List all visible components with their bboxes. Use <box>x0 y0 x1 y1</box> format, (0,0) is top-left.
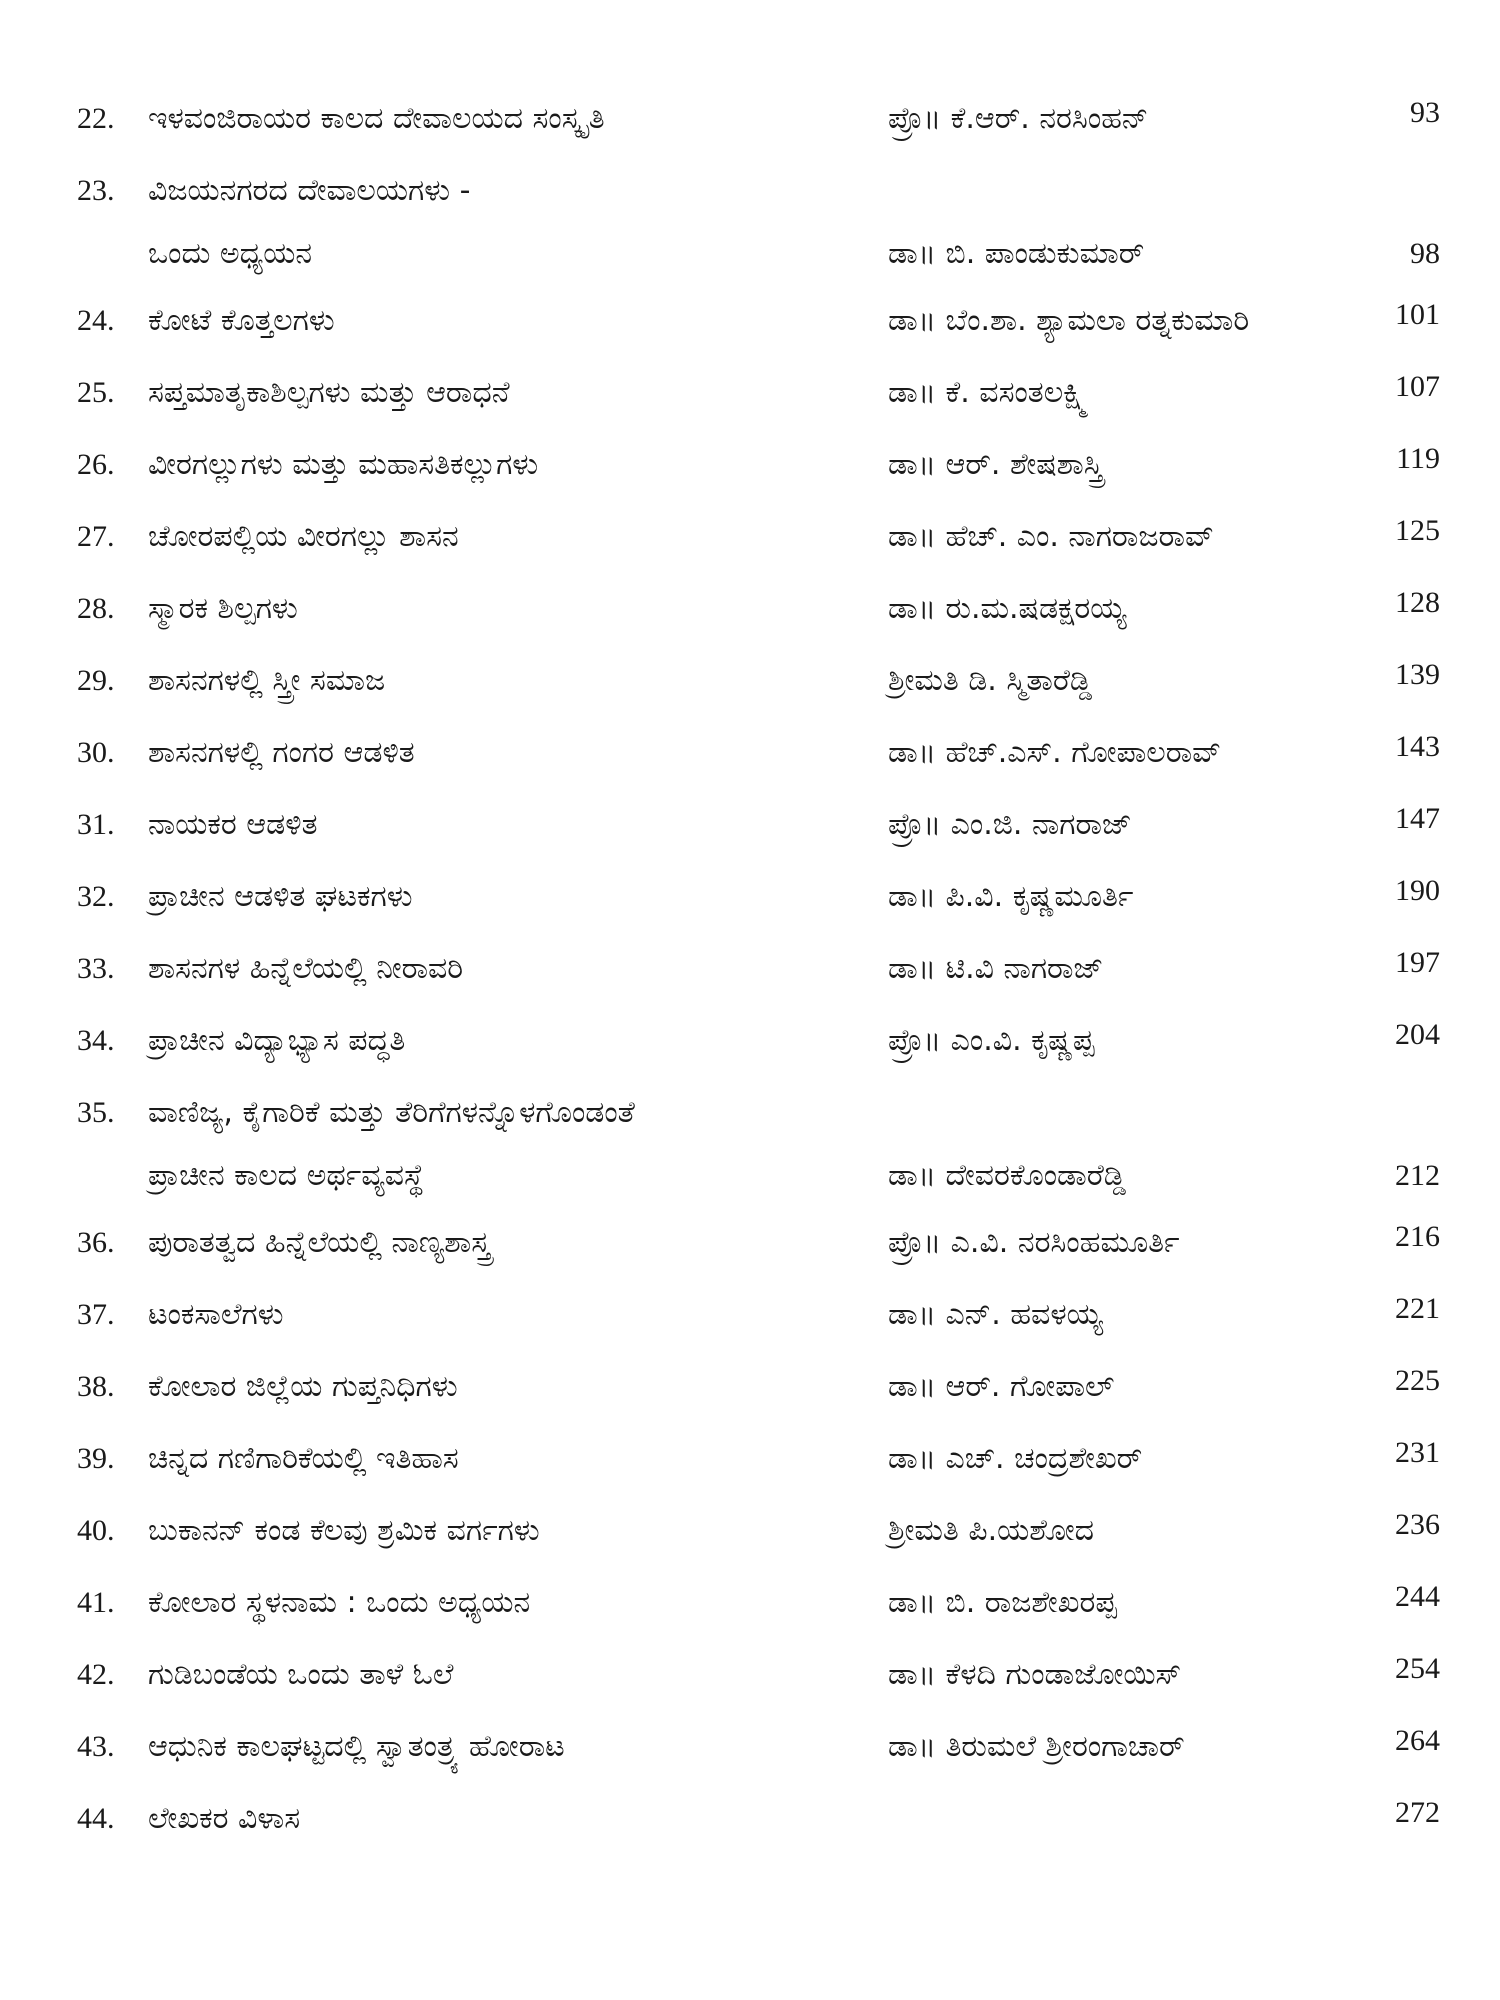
entry-title-line: ವೀರಗಲ್ಲುಗಳು ಮತ್ತು ಮಹಾಸತಿಕಲ್ಲುಗಳು <box>148 447 539 482</box>
entry-author: ಡಾ॥ ಪಿ.ವಿ. ಕೃಷ್ಣಮೂರ್ತಿ <box>888 879 1134 914</box>
entry-title <box>148 436 868 499</box>
toc-entry <box>0 796 1500 868</box>
toc-entry <box>0 436 1500 508</box>
entry-author: ಡಾ॥ ತಿರುಮಲೆ ಶ್ರೀರಂಗಾಚಾರ್ <box>888 1729 1185 1764</box>
entry-page-number: 107 <box>1395 370 1440 403</box>
entry-title-line: ಶಾಸನಗಳಲ್ಲಿ ಸ್ತ್ರೀ ಸಮಾಜ <box>148 663 386 698</box>
entry-page-number: 147 <box>1395 802 1440 835</box>
entry-page-number: 225 <box>1395 1364 1440 1397</box>
entry-author: ಶ್ರೀಮತಿ ಪಿ.ಯಶೋದ <box>888 1513 1095 1548</box>
entry-title-line: ಪುರಾತತ್ವದ ಹಿನ್ನೆಲೆಯಲ್ಲಿ ನಾಣ್ಯಶಾಸ್ತ್ರ <box>148 1225 491 1260</box>
entry-author: ಡಾ॥ ಆರ್. ಗೋಪಾಲ್ <box>888 1369 1115 1404</box>
toc-entry <box>0 1430 1500 1502</box>
toc-entry <box>0 508 1500 580</box>
entry-title-line: ಪ್ರಾಚೀನ ಕಾಲದ ಅರ್ಥವ್ಯವಸ್ಥೆ <box>148 1158 425 1193</box>
entry-title <box>148 796 868 859</box>
entry-title-line: ಪ್ರಾಚೀನ ವಿದ್ಯಾಭ್ಯಾಸ ಪದ್ಧತಿ <box>148 1023 406 1058</box>
entry-title-line: ಶಾಸನಗಳಲ್ಲಿ ಗಂಗರ ಆಡಳಿತ <box>148 735 415 770</box>
entry-title <box>148 1790 868 1853</box>
entry-page-number: 216 <box>1395 1220 1440 1253</box>
toc-entry <box>0 292 1500 364</box>
entry-title <box>148 162 868 288</box>
entry-title <box>148 940 868 1003</box>
entry-number: 36. <box>77 1226 115 1259</box>
entry-author: ಡಾ॥ ಬಿ. ರಾಜಶೇಖರಪ್ಪ <box>888 1585 1117 1620</box>
entry-title-line: ಕೋಲಾರ ಜಿಲ್ಲೆಯ ಗುಪ್ತನಿಧಿಗಳು <box>148 1369 458 1404</box>
toc-entry <box>0 724 1500 796</box>
entry-title <box>148 1012 868 1075</box>
entry-title-line: ಚೋರಪಲ್ಲಿಯ ವೀರಗಲ್ಲು ಶಾಸನ <box>148 519 459 554</box>
entry-author: ಡಾ॥ ಎನ್. ಹವಳಯ್ಯ <box>888 1297 1103 1332</box>
entry-number: 40. <box>77 1514 115 1547</box>
entry-title-line: ನಾಯಕರ ಆಡಳಿತ <box>148 807 318 842</box>
entry-title <box>148 868 868 931</box>
entry-title <box>148 1214 868 1277</box>
entry-title <box>148 364 868 427</box>
entry-page-number: 264 <box>1395 1724 1440 1757</box>
entry-number: 30. <box>77 736 115 769</box>
entry-author: ಡಾ॥ ರು.ಮ.ಷಡಕ್ಷರಯ್ಯ <box>888 591 1127 626</box>
entry-title <box>148 724 868 787</box>
entry-author: ಡಾ॥ ಹೆಚ್. ಎಂ. ನಾಗರಾಜರಾವ್ <box>888 519 1214 554</box>
entry-number: 24. <box>77 304 115 337</box>
entry-title-line: ಶಾಸನಗಳ ಹಿನ್ನೆಲೆಯಲ್ಲಿ ನೀರಾವರಿ <box>148 951 464 986</box>
entry-page-number: 272 <box>1395 1796 1440 1829</box>
toc-entry <box>0 1214 1500 1286</box>
entry-page-number: 139 <box>1395 658 1440 691</box>
entry-author: ಪ್ರೊ॥ ಎಂ.ಜಿ. ನಾಗರಾಜ್ <box>888 807 1132 842</box>
entry-title-line: ಪ್ರಾಚೀನ ಆಡಳಿತ ಘಟಕಗಳು <box>148 879 413 914</box>
entry-number: 35. <box>77 1096 115 1129</box>
entry-title-line: ವಾಣಿಜ್ಯ, ಕೈಗಾರಿಕೆ ಮತ್ತು ತೆರಿಗೆಗಳನ್ನೊಳಗೊಂಡಂತೆ <box>148 1095 635 1130</box>
entry-number: 31. <box>77 808 115 841</box>
entry-number: 38. <box>77 1370 115 1403</box>
toc-entry <box>0 1790 1500 1862</box>
entry-title-line: ಆಧುನಿಕ ಕಾಲಘಟ್ಟದಲ್ಲಿ ಸ್ವಾತಂತ್ರ್ಯ ಹೋರಾಟ <box>148 1729 565 1764</box>
entry-number: 37. <box>77 1298 115 1331</box>
entry-number: 29. <box>77 664 115 697</box>
entry-title <box>148 1646 868 1709</box>
toc-entry <box>0 580 1500 652</box>
entry-author: ಪ್ರೊ॥ ಕೆ.ಆರ್. ನರಸಿಂಹನ್ <box>888 101 1149 136</box>
entry-title <box>148 1574 868 1637</box>
entry-title-line: ಇಳವಂಜಿರಾಯರ ಕಾಲದ ದೇವಾಲಯದ ಸಂಸ್ಕೃತಿ <box>148 101 605 136</box>
entry-number: 27. <box>77 520 115 553</box>
entry-title <box>148 652 868 715</box>
entry-page-number: 143 <box>1395 730 1440 763</box>
entry-page-number: 125 <box>1395 514 1440 547</box>
toc-entry <box>0 868 1500 940</box>
entry-title <box>148 580 868 643</box>
entry-title-line: ಒಂದು ಅಧ್ಯಯನ <box>148 236 313 271</box>
entry-author: ಡಾ॥ ಕೆಳದಿ ಗುಂಡಾಜೋಯಿಸ್ <box>888 1657 1182 1692</box>
entry-number: 26. <box>77 448 115 481</box>
entry-title <box>148 508 868 571</box>
toc-entry <box>0 1718 1500 1790</box>
entry-title-line: ಸಪ್ತಮಾತೃಕಾಶಿಲ್ಪಗಳು ಮತ್ತು ಆರಾಧನೆ <box>148 375 510 410</box>
entry-title <box>148 292 868 355</box>
entry-author: ಡಾ॥ ಆರ್. ಶೇಷಶಾಸ್ತ್ರಿ <box>888 447 1104 482</box>
entry-number: 43. <box>77 1730 115 1763</box>
entry-number: 42. <box>77 1658 115 1691</box>
entry-page-number: 128 <box>1395 586 1440 619</box>
toc-entry <box>0 652 1500 724</box>
entry-title-line: ಕೋಲಾರ ಸ್ಥಳನಾಮ : ಒಂದು ಅಧ್ಯಯನ <box>148 1585 531 1620</box>
entry-number: 34. <box>77 1024 115 1057</box>
entry-title-line: ವಿಜಯನಗರದ ದೇವಾಲಯಗಳು - <box>148 173 471 208</box>
toc-entry <box>0 90 1500 162</box>
entry-page-number: 236 <box>1395 1508 1440 1541</box>
entry-page-number: 231 <box>1395 1436 1440 1469</box>
entry-page-number: 204 <box>1395 1018 1440 1051</box>
entry-title <box>148 1358 868 1421</box>
entry-title-line: ಚಿನ್ನದ ಗಣಿಗಾರಿಕೆಯಲ್ಲಿ ಇತಿಹಾಸ <box>148 1441 459 1476</box>
entry-page-number: 212 <box>1395 1159 1440 1192</box>
entry-page-number: 221 <box>1395 1292 1440 1325</box>
toc-entry <box>0 1574 1500 1646</box>
entry-author: ಡಾ॥ ಕೆ. ವಸಂತಲಕ್ಷ್ಮಿ <box>888 375 1089 410</box>
toc-entry <box>0 940 1500 1012</box>
toc-entry <box>0 364 1500 436</box>
entry-author: ಪ್ರೊ॥ ಎ.ವಿ. ನರಸಿಂಹಮೂರ್ತಿ <box>888 1225 1180 1260</box>
entry-number: 39. <box>77 1442 115 1475</box>
toc-entry <box>0 1084 1500 1214</box>
entry-title <box>148 1718 868 1781</box>
entry-number: 23. <box>77 174 115 207</box>
toc-entry <box>0 1358 1500 1430</box>
entry-title-line: ಗುಡಿಬಂಡೆಯ ಒಂದು ತಾಳೆ ಓಲೆ <box>148 1657 454 1692</box>
entry-author: ಶ್ರೀಮತಿ ಡಿ. ಸ್ಮಿತಾರೆಡ್ಡಿ <box>888 663 1093 698</box>
toc-entry <box>0 1012 1500 1084</box>
toc-entry <box>0 162 1500 292</box>
entry-page-number: 119 <box>1396 442 1440 475</box>
entry-author: ಡಾ॥ ಎಚ್. ಚಂದ್ರಶೇಖರ್ <box>888 1441 1143 1476</box>
entry-title <box>148 1502 868 1565</box>
entry-author: ಡಾ॥ ದೇವರಕೊಂಡಾರೆಡ್ಡಿ <box>888 1158 1127 1193</box>
entry-number: 25. <box>77 376 115 409</box>
entry-title <box>148 1084 868 1210</box>
toc-entry <box>0 1502 1500 1574</box>
entry-page-number: 197 <box>1395 946 1440 979</box>
entry-author: ಡಾ॥ ಹೆಚ್.ಎಸ್. ಗೋಪಾಲರಾವ್ <box>888 735 1222 770</box>
entry-number: 41. <box>77 1586 115 1619</box>
entry-number: 22. <box>77 102 115 135</box>
toc-entry <box>0 1286 1500 1358</box>
table-of-contents <box>0 90 1500 1862</box>
entry-page-number: 190 <box>1395 874 1440 907</box>
entry-author: ಪ್ರೊ॥ ಎಂ.ವಿ. ಕೃಷ್ಣಪ್ಪ <box>888 1023 1095 1058</box>
entry-author: ಡಾ॥ ಬೆಂ.ಶಾ. ಶ್ಯಾಮಲಾ ರತ್ನಕುಮಾರಿ <box>888 303 1250 338</box>
entry-page-number: 98 <box>1410 237 1440 270</box>
entry-title-line: ಟಂಕಸಾಲೆಗಳು <box>148 1297 284 1332</box>
entry-title-line: ಕೋಟೆ ಕೊತ್ತಲಗಳು <box>148 303 335 338</box>
entry-title-line: ಸ್ಮಾರಕ ಶಿಲ್ಪಗಳು <box>148 591 298 626</box>
entry-number: 32. <box>77 880 115 913</box>
toc-entry <box>0 1646 1500 1718</box>
entry-page-number: 93 <box>1410 96 1440 129</box>
entry-page-number: 101 <box>1395 298 1440 331</box>
entry-page-number: 244 <box>1395 1580 1440 1613</box>
entry-title <box>148 1430 868 1493</box>
entry-author: ಡಾ॥ ಟಿ.ವಿ ನಾಗರಾಜ್ <box>888 951 1104 986</box>
entry-title <box>148 1286 868 1349</box>
entry-title-line: ಬುಕಾನನ್ ಕಂಡ ಕೆಲವು ಶ್ರಮಿಕ ವರ್ಗಗಳು <box>148 1513 540 1548</box>
entry-title <box>148 90 868 153</box>
entry-number: 28. <box>77 592 115 625</box>
entry-title-line: ಲೇಖಕರ ವಿಳಾಸ <box>148 1801 301 1836</box>
entry-author: ಡಾ॥ ಬಿ. ಪಾಂಡುಕುಮಾರ್ <box>888 236 1145 271</box>
entry-page-number: 254 <box>1395 1652 1440 1685</box>
entry-number: 44. <box>77 1802 115 1835</box>
entry-number: 33. <box>77 952 115 985</box>
